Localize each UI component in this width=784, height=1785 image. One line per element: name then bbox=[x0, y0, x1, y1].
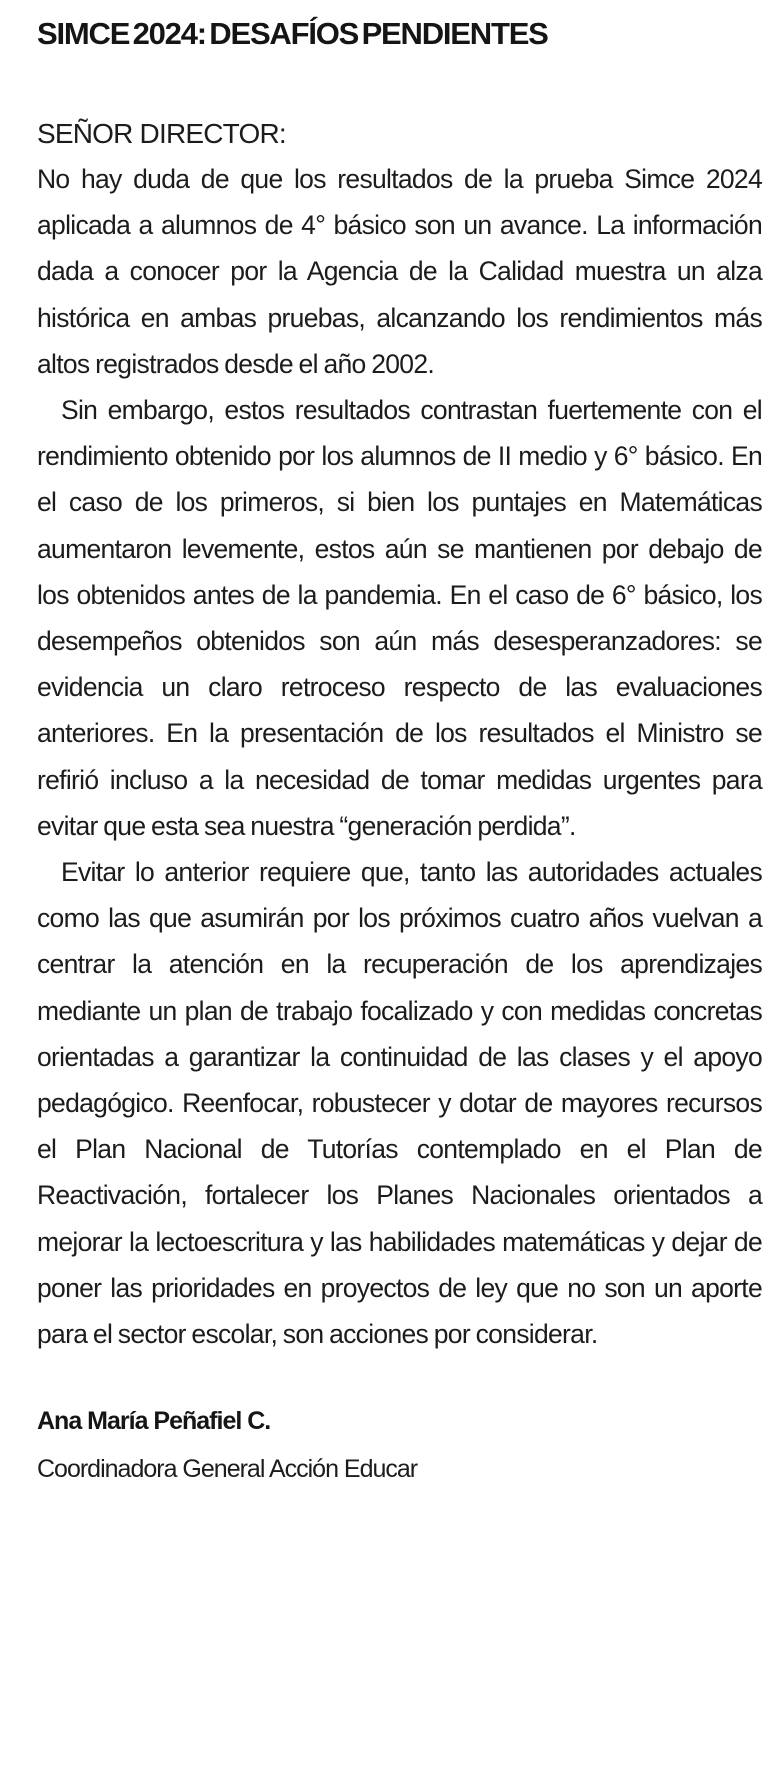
salutation: SEÑOR DIRECTOR: bbox=[37, 118, 286, 149]
signature-name: Ana María Peñafiel C. bbox=[37, 1407, 271, 1436]
body-paragraph-3: Evitar lo anterior requiere que, tanto las autoridades actuales como las que asumirán por los próximos cuatro años vuelvan a centrar la atención en la recuperación de los aprendizajes mediante un plan de trabajo focalizado y con medidas concretas orientadas a garantizar la continuidad de las clases y el apoyo pedagógico. Reenfocar, robustecer y dotar de mayores recursos el Plan Nacional de Tutorías contemplado en el Plan de Reactivación, fortalecer los Planes Nacionales orientados a mejorar la lectoescritura y las habilidades matemáticas y dejar de poner las prioridades en proyectos de ley que no son un aporte para el sector escolar, son acciones por considerar. bbox=[37, 857, 762, 1350]
body-paragraph-1: No hay duda de que los resultados de la prueba Simce 2024 aplicada a alumnos de 4° básico son un avance. La información dada a conocer por la Agencia de la Calidad muestra un alza histórica en ambas pruebas, alcanzando los rendimientos más altos registrados desde el año 2002. bbox=[37, 164, 762, 379]
headline: SIMCE 2024: DESAFÍOS PENDIENTES bbox=[37, 16, 548, 51]
signature-role: Coordinadora General Acción Educar bbox=[37, 1455, 418, 1484]
body-paragraph-2: Sin embargo, estos resultados contrastan fuertemente con el rendimiento obtenido por los alumnos de II medio y 6° básico. En el caso de los primeros, si bien los puntajes en Matemáticas aumentaron levemente, estos aún se mantienen por debajo de los obtenidos antes de la pandemia. En el caso de 6° básico, los desempeños obtenidos son aún más desesperanzadores: se evidencia un claro retroceso respecto de las evaluaciones anteriores. En la presentación de los resultados el Ministro se refirió incluso a la necesidad de tomar medidas urgentes para evitar que esta sea nuestra “generación perdida”. bbox=[37, 395, 762, 841]
